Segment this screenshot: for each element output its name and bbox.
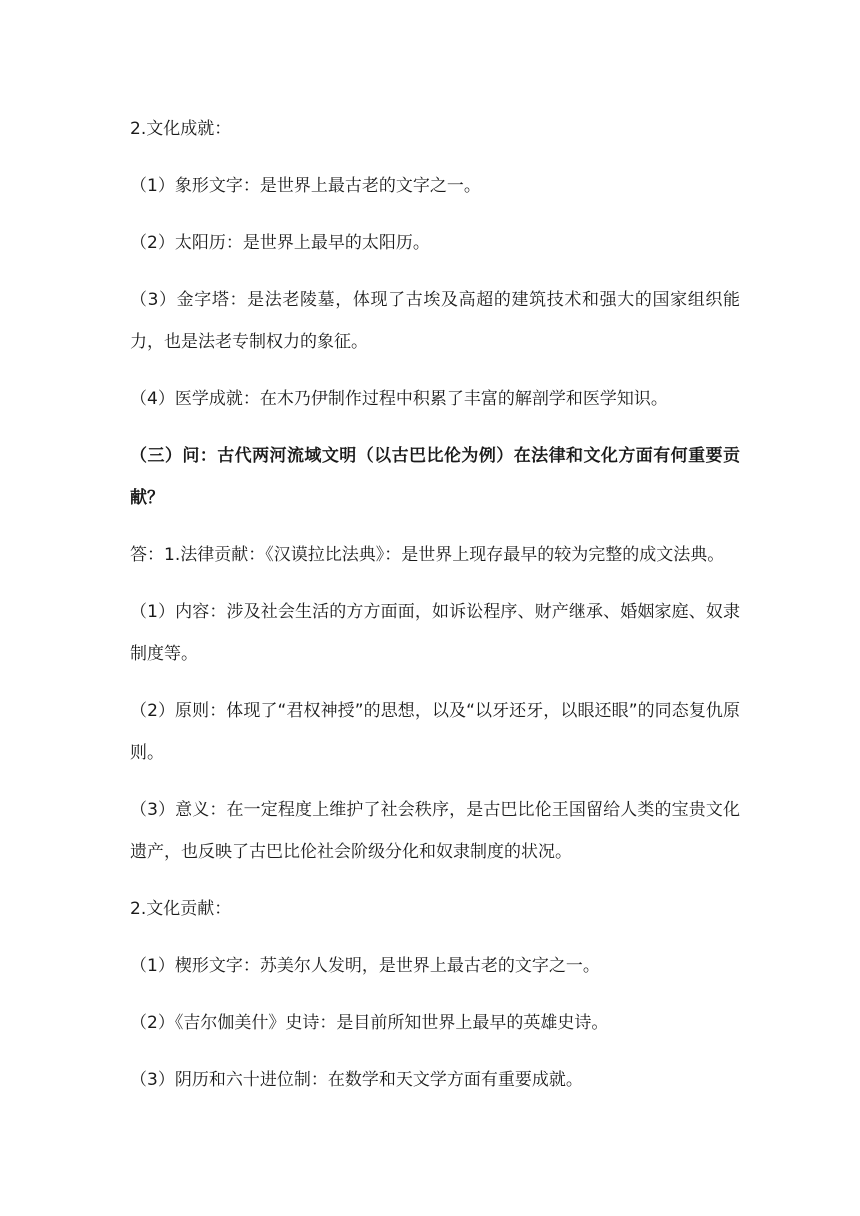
answer-law-heading: 答：1.法律贡献：《汉谟拉比法典》：是世界上现存最早的较为完整的成文法典。 (130, 545, 725, 565)
question-heading: （三）问：古代两河流域文明（以古巴比伦为例）在法律和文化方面有何重要贡献？ (130, 446, 740, 508)
list-item-cuneiform: （1）楔形文字：苏美尔人发明，是世界上最古老的文字之一。 (130, 956, 600, 976)
list-item-gilgamesh: （2）《吉尔伽美什》史诗：是目前所知世界上最早的英雄史诗。 (130, 1013, 609, 1033)
list-item-code-significance: （3）意义：在一定程度上维护了社会秩序，是古巴比伦王国留给人类的宝贵文化遗产，也反映了古巴比伦社会阶级分化和奴隶制度的状况。 (130, 800, 740, 862)
list-item-pyramids: （3）金字塔：是法老陵墓，体现了古埃及高超的建筑技术和强大的国家组织能力，也是法老专制权力的象征。 (130, 290, 740, 352)
list-item-medicine: （4）医学成就：在木乃伊制作过程中积累了丰富的解剖学和医学知识。 (130, 389, 668, 409)
document-page (130, 108, 740, 1116)
list-item-code-content: （1）内容：涉及社会生活的方方面面，如诉讼程序、财产继承、婚姻家庭、奴隶制度等。 (130, 602, 740, 664)
culture-contributions-heading: 2.文化贡献： (130, 899, 232, 919)
culture-achievements-heading: 2.文化成就： (130, 119, 232, 139)
list-item-code-principle: （2）原则：体现了“君权神授”的思想，以及“以牙还牙，以眼还眼”的同态复仇原则。 (130, 701, 740, 763)
list-item-hieroglyphs: （1）象形文字：是世界上最古老的文字之一。 (130, 176, 481, 196)
list-item-solar-calendar: （2）太阳历：是世界上最早的太阳历。 (130, 233, 430, 253)
list-item-lunar-calendar: （3）阴历和六十进位制：在数学和天文学方面有重要成就。 (130, 1070, 583, 1090)
